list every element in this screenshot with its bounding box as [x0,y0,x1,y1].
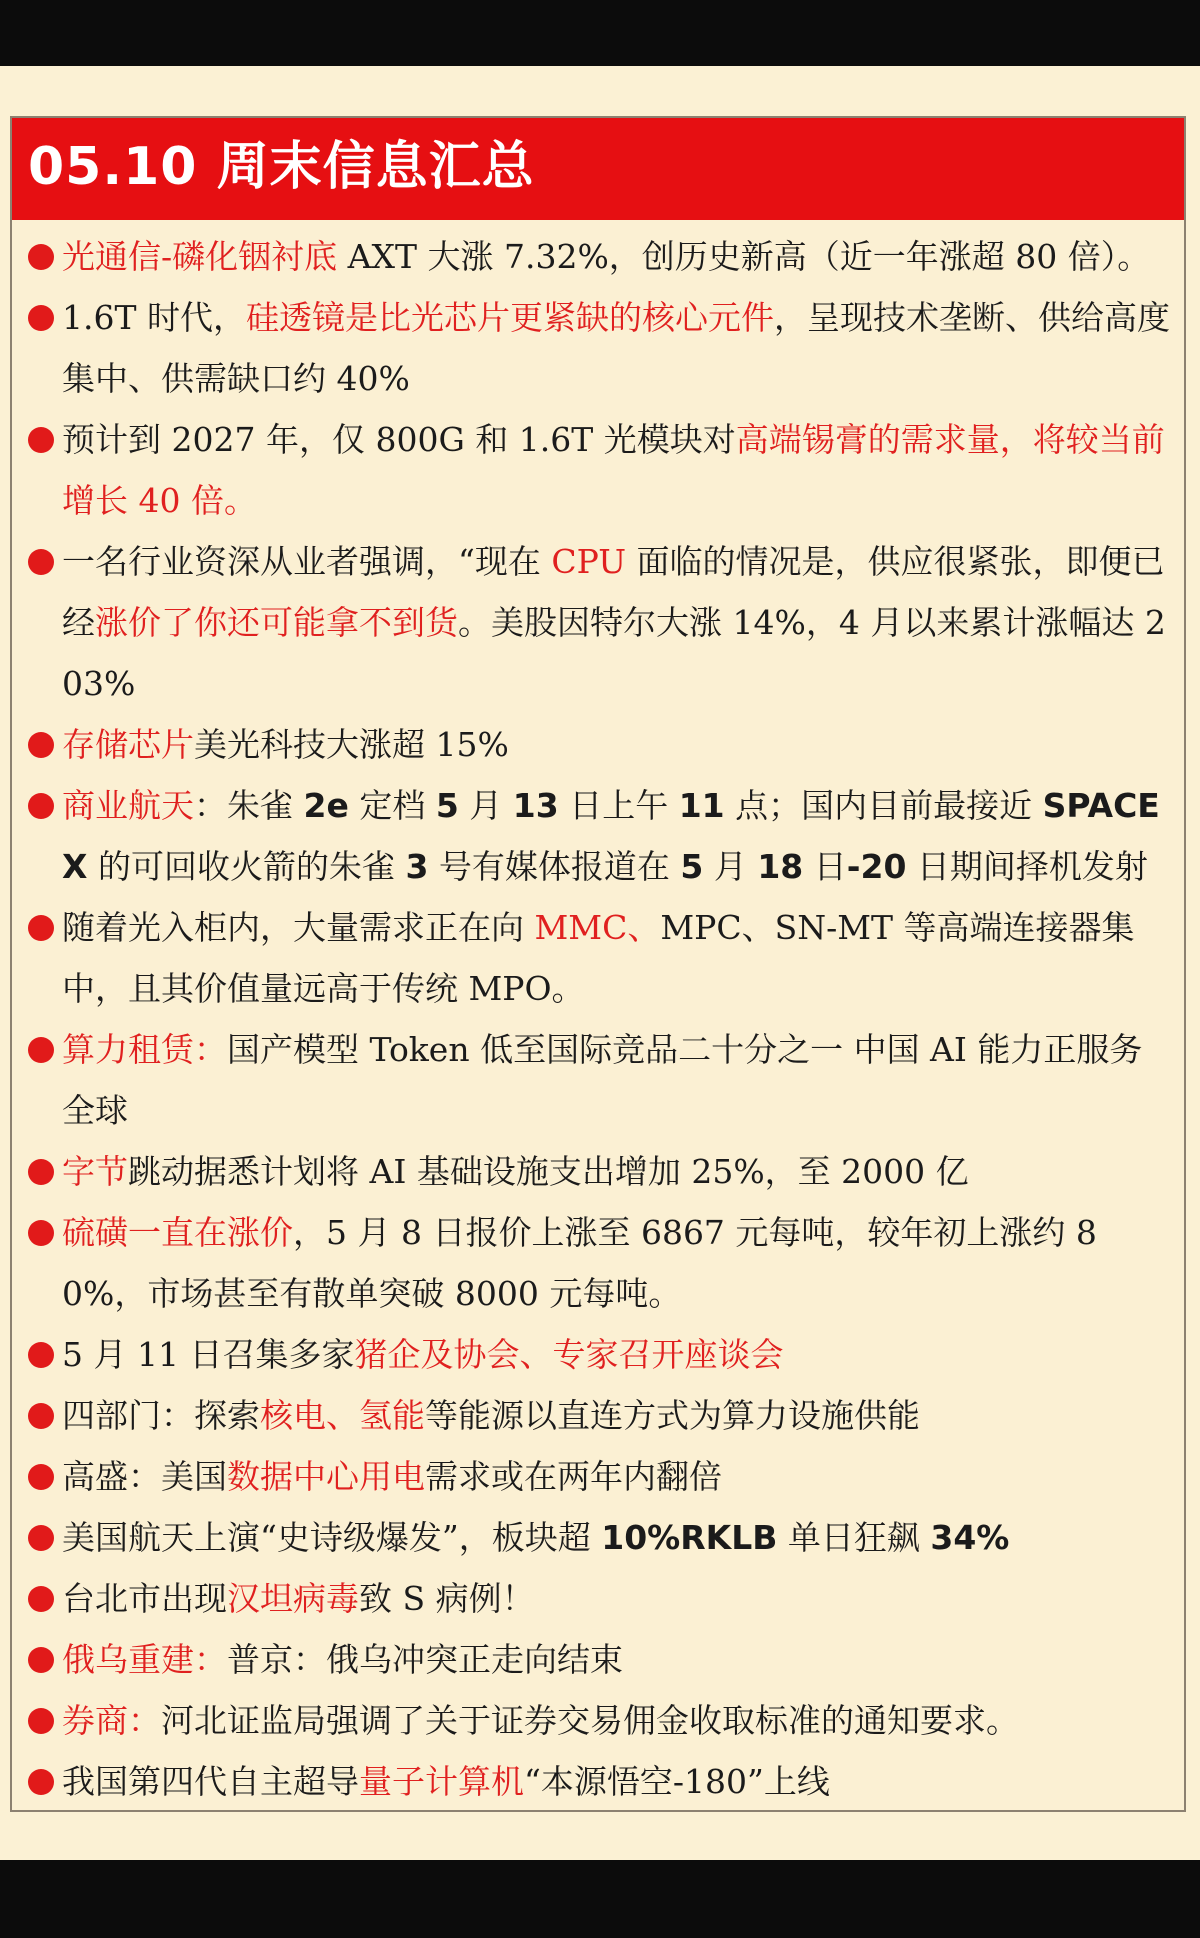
item-text: 3 [405,847,429,886]
highlight-text: 商业航天 [62,786,194,825]
bullet-dot-icon [28,549,54,575]
item-text: 5 月 11 日召集多家 [62,1335,355,1374]
item-text: 日 [803,847,847,886]
item-text: ，呈现技术垄断、供给高度集中、供需缺口约 40% [62,298,1170,398]
bullet-dot-icon [28,305,54,331]
item-text: 月 [703,847,758,886]
title-bar [12,118,1184,220]
bullet-dot-icon [28,1403,54,1429]
item-text: 。美股因特尔大涨 14%，4 月以来累计涨幅达 203% [62,603,1166,703]
item-text: 5 [435,786,459,825]
news-item [26,1019,1174,1141]
item-text: 13 [512,786,559,825]
item-text: 号有媒体报道在 [428,847,681,886]
bullet-dot-icon [28,1647,54,1673]
item-text: 跳动据悉计划将 AI 基础设施支出增加 25%，至 2000 亿 [128,1152,969,1191]
item-text: 的可回收火箭的朱雀 [87,847,406,886]
news-item [26,287,1174,409]
item-text: 18 [757,847,804,886]
bullet-dot-icon [28,1220,54,1246]
item-text: SPACE X [62,786,1160,886]
item-text: 预计到 2027 年，仅 800G 和 1.6T 光模块对 [62,420,736,459]
item-text: 1.6T 时代， [62,298,246,337]
news-summary-frame [10,116,1186,1812]
news-item [26,1751,1174,1812]
item-text: 10%RKLB [601,1518,778,1557]
news-item [26,1141,1174,1202]
item-text: 台北市出现 [62,1579,227,1618]
bullet-dot-icon [28,915,54,941]
news-item [26,897,1174,1019]
highlight-text: CPU [551,542,627,581]
news-item [26,1507,1174,1568]
bullet-dot-icon [28,1525,54,1551]
news-item [26,1324,1174,1385]
item-text: 随着光入柜内，大量需求正在向 [62,908,535,947]
highlight-text: MMC、 [534,908,661,947]
news-item [26,1385,1174,1446]
item-text: 日期间择机发射 [906,847,1148,886]
item-text: 致 S 病例！ [359,1579,535,1618]
highlight-text: 高端锡膏的需求量，将较当前增长 40 倍。 [62,420,1165,520]
highlight-text: 量子计算机 [359,1762,524,1801]
item-text: 2e [303,786,349,825]
item-text: “本源悟空-180”上线 [524,1762,830,1801]
item-text: 定档 [348,786,436,825]
item-text: 普京：俄乌冲突正走向结束 [227,1640,623,1679]
item-text: ，5 月 8 日报价上涨至 6867 元每吨，较年初上涨约 80%，市场甚至有散单突破 8000 元每吨。 [62,1213,1097,1313]
bottom-black-band [0,1860,1200,1938]
bullet-dot-icon [28,732,54,758]
highlight-text: 俄乌重建： [62,1640,227,1679]
bullet-dot-icon [28,427,54,453]
item-text: 我国第四代自主超导 [62,1762,359,1801]
item-text: 四部门：探索 [62,1396,260,1435]
news-item [26,1629,1174,1690]
item-text: 日上午 [558,786,679,825]
bullet-dot-icon [28,1769,54,1795]
highlight-text: 光通信-磷化铟衬底 [62,237,338,276]
item-text: 34% [930,1518,1010,1557]
highlight-text: 涨价了你还可能拿不到货 [95,603,458,642]
news-item [26,775,1174,897]
page-title: 05.10 周末信息汇总 [28,137,535,197]
item-text: 等能源以直连方式为算力设施供能 [425,1396,920,1435]
news-item [26,1690,1174,1751]
item-text: 美光科技大涨超 15% [194,725,509,764]
highlight-text: 汉坦病毒 [227,1579,359,1618]
item-text: 点；国内目前最接近 [724,786,1043,825]
item-text: 11 [678,786,725,825]
news-item [26,1446,1174,1507]
bullet-dot-icon [28,244,54,270]
news-item [26,226,1174,287]
bullet-dot-icon [28,793,54,819]
item-text: 面临的情况是，供应很紧张，即便已经 [62,542,1165,642]
bullet-dot-icon [28,1342,54,1368]
item-text: AXT 大涨 7.32%，创历史新高（近一年涨超 80 倍）。 [337,237,1151,276]
news-list [26,226,1174,1812]
item-text: 一名行业资深从业者强调，“现在 [62,542,552,581]
top-black-band [0,0,1200,66]
item-text: 需求或在两年内翻倍 [425,1457,722,1496]
news-item [26,1202,1174,1324]
item-text: 美国航天上演“史诗级爆发”，板块超 [62,1518,602,1557]
highlight-text: 字节 [62,1152,128,1191]
document-page [0,66,1200,1860]
news-item [26,714,1174,775]
highlight-text: 硅透镜是比光芯片更紧缺的核心元件 [245,298,774,337]
highlight-text: 猪企及协会、专家召开座谈会 [354,1335,784,1374]
highlight-text: 算力租赁： [62,1030,227,1069]
item-text: 河北证监局强调了关于证券交易佣金收取标准的通知要求。 [161,1701,1019,1740]
news-item [26,1568,1174,1629]
bullet-dot-icon [28,1464,54,1490]
bullet-dot-icon [28,1586,54,1612]
item-text: 单日狂飙 [777,1518,931,1557]
news-item [26,409,1174,531]
highlight-text: 存储芯片 [62,725,194,764]
highlight-text: 数据中心用电 [227,1457,425,1496]
item-text: 国产模型 Token 低至国际竞品二十分之一 中国 AI 能力正服务全球 [62,1030,1143,1130]
item-text: ：朱雀 [194,786,304,825]
highlight-text: 核电、氢能 [260,1396,425,1435]
bullet-dot-icon [28,1037,54,1063]
item-text: 月 [458,786,513,825]
highlight-text: 券商： [62,1701,161,1740]
item-text: 高盛：美国 [62,1457,227,1496]
item-text: 5 [680,847,704,886]
news-item [26,531,1174,714]
item-text: -20 [846,847,907,886]
highlight-text: 硫磺一直在涨价 [62,1213,293,1252]
bullet-dot-icon [28,1159,54,1185]
bullet-dot-icon [28,1708,54,1734]
item-text: MPC、SN-MT 等高端连接器集中，且其价值量远高于传统 MPO。 [62,908,1135,1008]
